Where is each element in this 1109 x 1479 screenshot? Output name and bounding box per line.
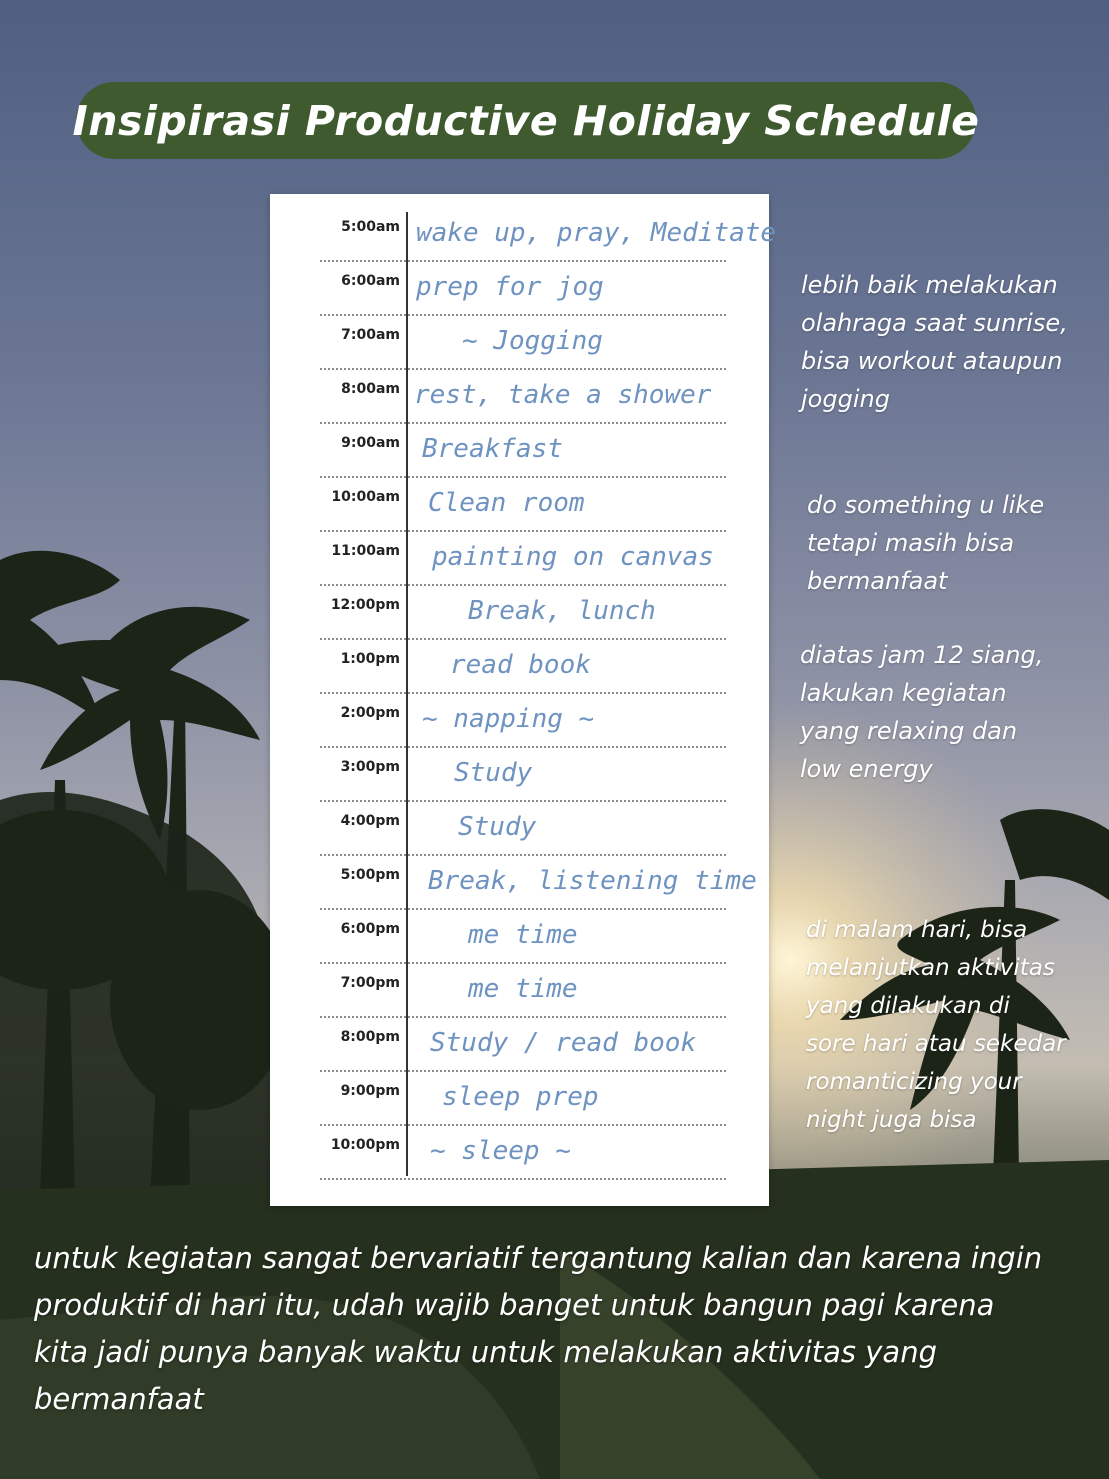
activity-label: read book [450,650,591,680]
note-line: di malam hari, bisa [806,917,1028,943]
time-label: 11:00am [331,543,400,559]
footer-paragraph [34,1235,1094,1423]
note-late-morning [807,486,1044,600]
footer-line: produktif di hari itu, udah wajib banget untuk bangun pagi karena [34,1288,995,1322]
activity-label: me time [468,920,578,950]
note-evening [806,911,1066,1139]
time-label: 7:00am [341,327,400,343]
time-label: 10:00am [331,489,400,505]
footer-line: untuk kegiatan sangat bervariatif tergantung kalian dan karena ingin [34,1241,1043,1275]
title-banner [72,82,980,159]
activity-label: Study [458,812,537,842]
note-afternoon [800,636,1043,788]
time-label: 10:00pm [330,1137,400,1153]
schedule-row [320,530,726,586]
schedule-row [320,746,726,802]
activity-label: ~ Jogging [462,326,603,356]
note-line: romanticizing your [806,1069,1022,1095]
time-label: 1:00pm [340,651,400,667]
footer-line: kita jadi punya banyak waktu untuk melakukan aktivitas yang [34,1335,937,1369]
note-line: do something u like [807,491,1045,519]
time-label: 5:00pm [340,867,400,883]
activity-label: rest, take a shower [414,380,712,410]
activity-label: Study / read book [430,1028,697,1058]
activity-label: Break, listening time [428,866,757,896]
note-line: tetapi masih bisa [807,529,1015,557]
schedule-row [320,260,726,316]
schedule-row [320,1124,726,1180]
footer-line: bermanfaat [34,1382,204,1416]
note-line: melanjutkan aktivitas [806,955,1055,981]
schedule-row [320,1016,726,1072]
schedule-row [320,368,726,424]
schedule-row [320,1070,726,1126]
schedule-row [320,800,726,856]
note-line: bermanfaat [807,567,948,595]
note-line: night juga bisa [806,1107,977,1133]
activity-label: painting on canvas [432,542,714,572]
schedule-row [320,962,726,1018]
schedule-row [320,854,757,910]
schedule-row [320,206,777,262]
note-line: lebih baik melakukan [801,271,1058,299]
time-label: 5:00am [341,219,400,235]
note-line: sore hari atau sekedar [806,1031,1066,1057]
note-line: yang dilakukan di [806,993,1010,1019]
time-label: 12:00pm [330,597,400,613]
schedule-row [320,314,726,370]
note-line: lakukan kegiatan [800,679,1007,707]
schedule-row [320,476,726,532]
schedule-row [320,584,726,640]
time-label: 8:00am [341,381,400,397]
time-label: 2:00pm [340,705,400,721]
note-line: yang relaxing dan [800,717,1018,745]
activity-label: me time [468,974,578,1004]
note-line: diatas jam 12 siang, [800,641,1044,669]
activity-label: prep for jog [416,272,604,302]
time-label: 9:00am [341,435,400,451]
activity-label: sleep prep [442,1082,599,1112]
schedule-row [320,638,726,694]
schedule-row [320,692,726,748]
note-morning [801,266,1068,418]
time-label: 4:00pm [340,813,400,829]
activity-label: Study [454,758,533,788]
activity-label: ~ sleep ~ [430,1136,571,1166]
page-title: Insipirasi Productive Holiday Schedule [72,96,980,145]
note-line: low energy [800,755,933,783]
schedule-row [320,908,726,964]
note-line: olahraga saat sunrise, [801,309,1068,337]
activity-label: ~ napping ~ [422,704,595,734]
time-label: 8:00pm [340,1029,400,1045]
note-line: bisa workout ataupun [801,347,1063,375]
time-label: 9:00pm [340,1083,400,1099]
note-line: jogging [801,385,890,413]
time-label: 3:00pm [340,759,400,775]
time-label: 7:00pm [340,975,400,991]
activity-label: Breakfast [422,434,563,464]
schedule-sheet [270,194,777,1206]
activity-label: wake up, pray, Meditate [416,218,777,248]
time-label: 6:00am [341,273,400,289]
activity-label: Break, lunch [468,596,656,626]
activity-label: Clean room [428,488,585,518]
time-label: 6:00pm [340,921,400,937]
schedule-row [320,422,726,478]
